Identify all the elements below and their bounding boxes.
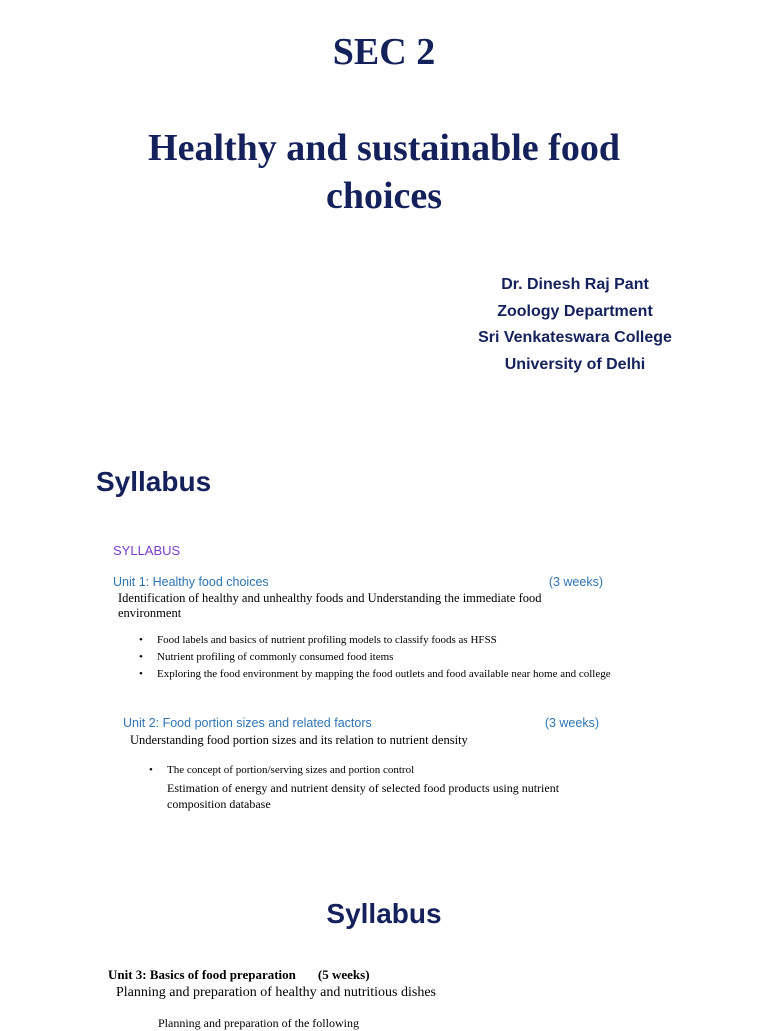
unit-1-title: Unit 1: Healthy food choices bbox=[113, 575, 269, 589]
unit-3-partial-line: Planning and preparation of the following bbox=[158, 1016, 359, 1030]
author-college: Sri Venkateswara College bbox=[478, 329, 672, 346]
unit-2-title: Unit 2: Food portion sizes and related factors bbox=[123, 716, 372, 730]
list-item: • Food labels and basics of nutrient profiling models to classify foods as HFSS bbox=[139, 634, 497, 646]
unit-2-bullet-list bbox=[145, 764, 605, 816]
bullet-icon: • bbox=[139, 651, 143, 663]
slide-heading: Syllabus bbox=[96, 466, 212, 497]
list-item: • Nutrient profiling of commonly consumed food items bbox=[139, 651, 394, 663]
author-block bbox=[430, 272, 720, 378]
bullet-square-icon bbox=[149, 781, 158, 797]
title-slide bbox=[0, 0, 768, 430]
sec-title: SEC 2 bbox=[332, 31, 436, 73]
unit-2-description: Understanding food portion sizes and its relation to nutrient density bbox=[130, 733, 468, 747]
list-item: • The concept of portion/serving sizes and portion control bbox=[149, 764, 415, 776]
unit-3-title: Unit 3: Basics of food preparation bbox=[108, 967, 296, 982]
slide-heading: Syllabus bbox=[326, 898, 442, 929]
unit-2-weeks: (3 weeks) bbox=[544, 716, 599, 730]
syllabus-slide-1 bbox=[0, 430, 768, 862]
unit-3-description: Planning and preparation of healthy and nutritious dishes bbox=[116, 985, 436, 1000]
unit-2-heading bbox=[123, 716, 599, 730]
unit-3-heading bbox=[108, 967, 370, 983]
author-university: University of Delhi bbox=[504, 355, 646, 373]
presentation-title bbox=[0, 124, 768, 220]
author-name: Dr. Dinesh Raj Pant bbox=[501, 276, 649, 293]
list-item: • Exploring the food environment by mapping the food outlets and food available near home and college bbox=[139, 668, 611, 680]
title-line-2: choices bbox=[325, 175, 443, 217]
bullet-icon: • bbox=[139, 634, 143, 646]
syllabus-label: SYLLABUS bbox=[113, 543, 181, 558]
list-item: Estimation of energy and nutrient density of selected food products using nutrient composition database bbox=[145, 781, 605, 812]
unit-1-weeks: (3 weeks) bbox=[548, 575, 603, 589]
unit-1-bullet-list bbox=[135, 634, 615, 685]
bullet-icon: • bbox=[139, 668, 143, 680]
author-department: Zoology Department bbox=[497, 302, 653, 320]
unit-3-weeks: (5 weeks) bbox=[317, 967, 370, 982]
syllabus-slide-2 bbox=[0, 862, 768, 1030]
unit-1-heading bbox=[113, 575, 603, 589]
unit-1-description bbox=[118, 591, 588, 621]
unit-1-description-line-1: Identification of healthy and unhealthy foods and Understanding the immediate food bbox=[118, 591, 542, 605]
bullet-icon: • bbox=[149, 764, 153, 776]
unit-1-description-line-2: environment bbox=[118, 606, 182, 620]
title-line-1: Healthy and sustainable food bbox=[148, 127, 620, 169]
